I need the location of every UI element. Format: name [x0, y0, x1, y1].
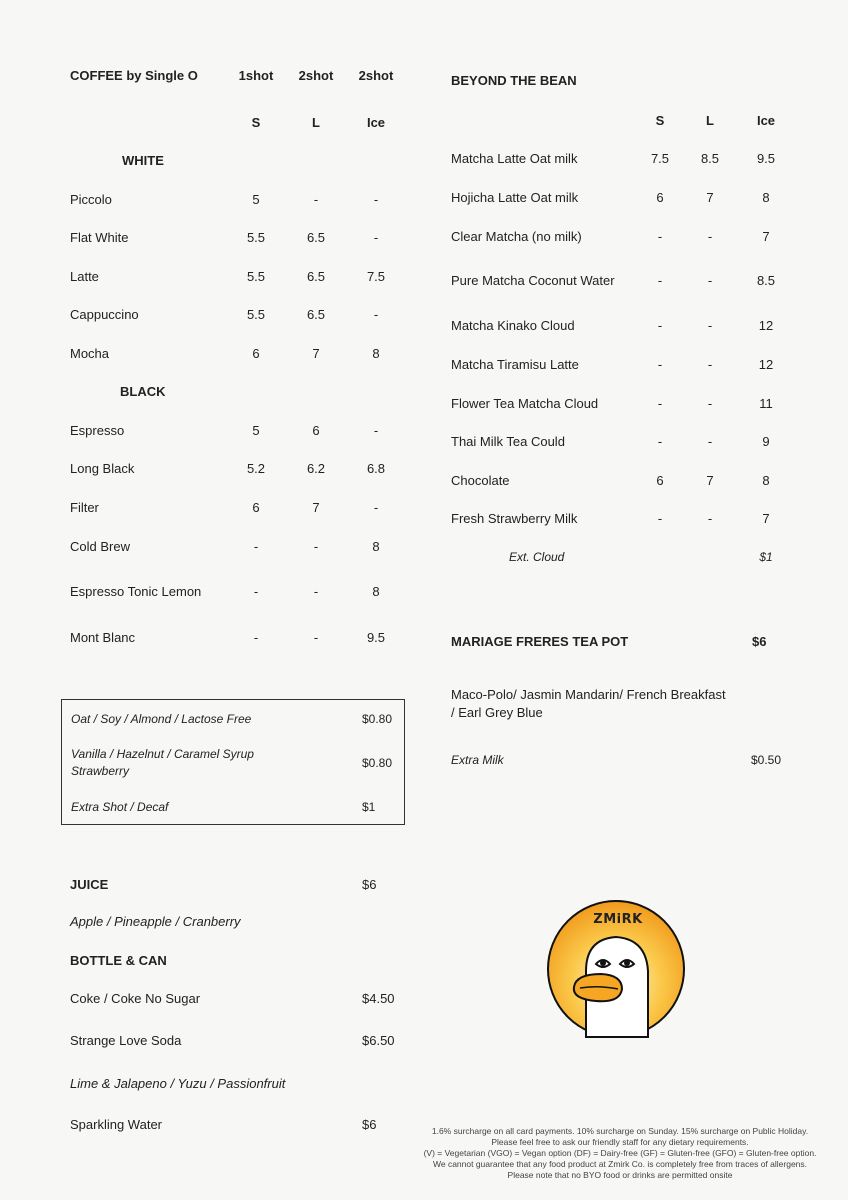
juice-price: $6 [362, 877, 377, 892]
price-ice: 7 [762, 511, 770, 526]
item-name: Flat White [70, 230, 129, 245]
coffee-row [70, 230, 410, 248]
price-s: - [657, 396, 663, 411]
tea-flavours-line2: / Earl Grey Blue [451, 705, 543, 720]
item-name: Matcha Latte Oat milk [451, 151, 578, 166]
beyond-row [451, 318, 791, 336]
bottle-item-name: Strange Love Soda [70, 1033, 182, 1048]
item-name: Latte [70, 269, 99, 284]
price-ice: 12 [758, 318, 774, 333]
price-l: 6.5 [306, 269, 326, 284]
beyond-col-s: S [655, 113, 665, 128]
addon-shot: Extra Shot / Decaf [71, 800, 169, 814]
footer-line: Please note that no BYO food or drinks are permitted onsite [507, 1170, 733, 1180]
price-s: 6 [252, 346, 260, 361]
price-s: - [657, 434, 663, 449]
price-ice: 8 [372, 346, 380, 361]
price-l: 7 [312, 500, 320, 515]
coffee-row [70, 630, 410, 648]
tea-price: $6 [752, 634, 767, 649]
price-ice: 11 [759, 396, 773, 411]
item-name: Clear Matcha (no milk) [451, 229, 582, 244]
price-l: 7 [312, 346, 320, 361]
addon-syrup-line2: Strawberry [71, 764, 130, 778]
beyond-row [451, 357, 791, 375]
price-l: - [313, 192, 319, 207]
price-ice: 6.8 [366, 461, 386, 476]
item-name: Chocolate [451, 473, 510, 488]
price-ice: 8 [762, 190, 770, 205]
beyond-row [451, 229, 791, 247]
price-s: 5.5 [246, 307, 266, 322]
price-ice: - [373, 192, 379, 207]
coffee-row [70, 307, 410, 325]
price-ice: 8 [762, 473, 770, 488]
bottle-item-name: Sparkling Water [70, 1117, 162, 1132]
coffee-row [70, 346, 410, 364]
footer-line: (V) = Vegetarian (VGO) = Vegan option (DF) = Dairy-free (GF) = Gluten-free (GFO) = Gluten-free option. [423, 1148, 817, 1158]
item-name: Espresso [70, 423, 125, 438]
soda-flavours: Lime & Jalapeno / Yuzu / Passionfruit [70, 1076, 286, 1091]
col-shot-3: 2shot [358, 68, 394, 83]
item-name: Espresso Tonic Lemon [70, 584, 202, 599]
price-s: 5.5 [246, 230, 266, 245]
bottle-item-price: $6.50 [362, 1033, 395, 1048]
price-s: - [657, 357, 663, 372]
price-l: - [313, 584, 319, 599]
price-s: - [657, 273, 663, 288]
black-heading: BLACK [120, 384, 166, 399]
extra-milk-price: $0.50 [751, 753, 782, 767]
price-l: - [707, 229, 713, 244]
addon-shot-price: $1 [362, 800, 376, 814]
item-name: Pure Matcha Coconut Water [451, 273, 615, 288]
price-ice: - [373, 423, 379, 438]
col-shot-2: 2shot [298, 68, 334, 83]
bottle-title: BOTTLE & CAN [70, 953, 167, 968]
item-name: Mocha [70, 346, 110, 361]
price-ice: - [373, 307, 379, 322]
price-s: 7.5 [650, 151, 670, 166]
price-l: - [707, 273, 713, 288]
price-ice: 9.5 [756, 151, 776, 166]
price-l: - [707, 396, 713, 411]
price-s: - [657, 318, 663, 333]
price-s: 5 [252, 192, 260, 207]
item-name: Cold Brew [70, 539, 130, 554]
price-ice: - [373, 500, 379, 515]
price-l: 6.2 [306, 461, 326, 476]
tea-title: MARIAGE FRERES TEA POT [451, 634, 629, 649]
price-ice: 9 [762, 434, 770, 449]
juice-title: JUICE [70, 877, 109, 892]
price-s: - [657, 511, 663, 526]
coffee-title: COFFEE by Single O [70, 68, 198, 83]
juice-flavours: Apple / Pineapple / Cranberry [70, 914, 241, 929]
beyond-col-l: L [706, 113, 714, 128]
item-name: Fresh Strawberry Milk [451, 511, 578, 526]
item-name: Mont Blanc [70, 630, 136, 645]
item-name: Piccolo [70, 192, 112, 207]
ext-cloud-price: $1 [759, 550, 773, 564]
footer-notes [390, 1126, 848, 1181]
price-ice: 8.5 [756, 273, 776, 288]
price-s: 6 [656, 190, 664, 205]
footer-line: We cannot guarantee that any food product at Zmirk Co. is completely free from traces of allergens. [432, 1159, 808, 1169]
price-ice: 7.5 [366, 269, 386, 284]
coffee-row [70, 269, 410, 287]
price-ice: 7 [762, 229, 770, 244]
coffee-row [70, 192, 410, 210]
addon-milk-price: $0.80 [362, 712, 393, 726]
item-name: Matcha Kinako Cloud [451, 318, 575, 333]
zmirk-logo [546, 899, 686, 1039]
beyond-row [451, 434, 791, 452]
price-l: 6.5 [306, 307, 326, 322]
price-l: 7 [706, 473, 714, 488]
price-s: 6 [252, 500, 260, 515]
beyond-row [451, 473, 791, 491]
price-l: - [707, 434, 713, 449]
price-s: - [657, 229, 663, 244]
item-name: Cappuccino [70, 307, 139, 322]
item-name: Filter [70, 500, 99, 515]
item-name: Thai Milk Tea Could [451, 434, 565, 449]
price-s: - [253, 584, 259, 599]
bottle-item-price: $4.50 [362, 991, 395, 1006]
col-size-s: S [251, 115, 261, 130]
addon-milk: Oat / Soy / Almond / Lactose Free [71, 712, 252, 726]
col-shot-1: 1shot [238, 68, 274, 83]
price-s: - [253, 630, 259, 645]
footer-line: Please feel free to ask our friendly staff for any dietary requirements. [491, 1137, 749, 1147]
coffee-row [70, 423, 410, 441]
bottle-item-name: Coke / Coke No Sugar [70, 991, 201, 1006]
price-s: 5.5 [246, 269, 266, 284]
white-heading: WHITE [122, 153, 164, 168]
beyond-row [451, 190, 791, 208]
price-ice: - [373, 230, 379, 245]
bottle-item-price: $6 [362, 1117, 377, 1132]
price-l: 7 [706, 190, 714, 205]
item-name: Hojicha Latte Oat milk [451, 190, 579, 205]
addon-syrup-price: $0.80 [362, 756, 393, 770]
price-l: - [313, 630, 319, 645]
coffee-row [70, 500, 410, 518]
col-size-l: L [312, 115, 320, 130]
price-l: - [313, 539, 319, 554]
addon-syrup: Vanilla / Hazelnut / Caramel Syrup [71, 747, 254, 761]
price-ice: 8 [372, 539, 380, 554]
beyond-row [451, 151, 791, 169]
tea-flavours-line1: Maco-Polo/ Jasmin Mandarin/ French Breakfast [451, 687, 726, 702]
price-ice: 8 [372, 584, 380, 599]
price-s: 5 [252, 423, 260, 438]
coffee-row [70, 539, 410, 557]
price-s: 5.2 [246, 461, 266, 476]
price-s: 6 [656, 473, 664, 488]
col-size-ice: Ice [366, 115, 386, 130]
price-l: - [707, 357, 713, 372]
coffee-row [70, 584, 410, 602]
coffee-row [70, 461, 410, 479]
price-ice: 12 [758, 357, 774, 372]
price-l: 6 [312, 423, 320, 438]
beyond-row [451, 396, 791, 414]
logo-text: ZMiRK [593, 912, 643, 927]
item-name: Matcha Tiramisu Latte [451, 357, 579, 372]
price-s: - [253, 539, 259, 554]
item-name: Long Black [70, 461, 135, 476]
item-name: Flower Tea Matcha Cloud [451, 396, 599, 411]
footer-line: 1.6% surcharge on all card payments. 10% surcharge on Sunday. 15% surcharge on Public Holiday. [431, 1126, 809, 1136]
price-ice: 9.5 [366, 630, 386, 645]
ext-cloud-label: Ext. Cloud [509, 550, 565, 564]
beyond-row [451, 511, 791, 529]
price-l: - [707, 511, 713, 526]
beyond-row [451, 273, 791, 291]
extra-milk-label: Extra Milk [451, 753, 504, 767]
addons-box [61, 699, 405, 825]
beyond-col-ice: Ice [756, 113, 776, 128]
price-l: 8.5 [700, 151, 720, 166]
price-l: 6.5 [306, 230, 326, 245]
price-l: - [707, 318, 713, 333]
beyond-title: BEYOND THE BEAN [451, 73, 577, 88]
